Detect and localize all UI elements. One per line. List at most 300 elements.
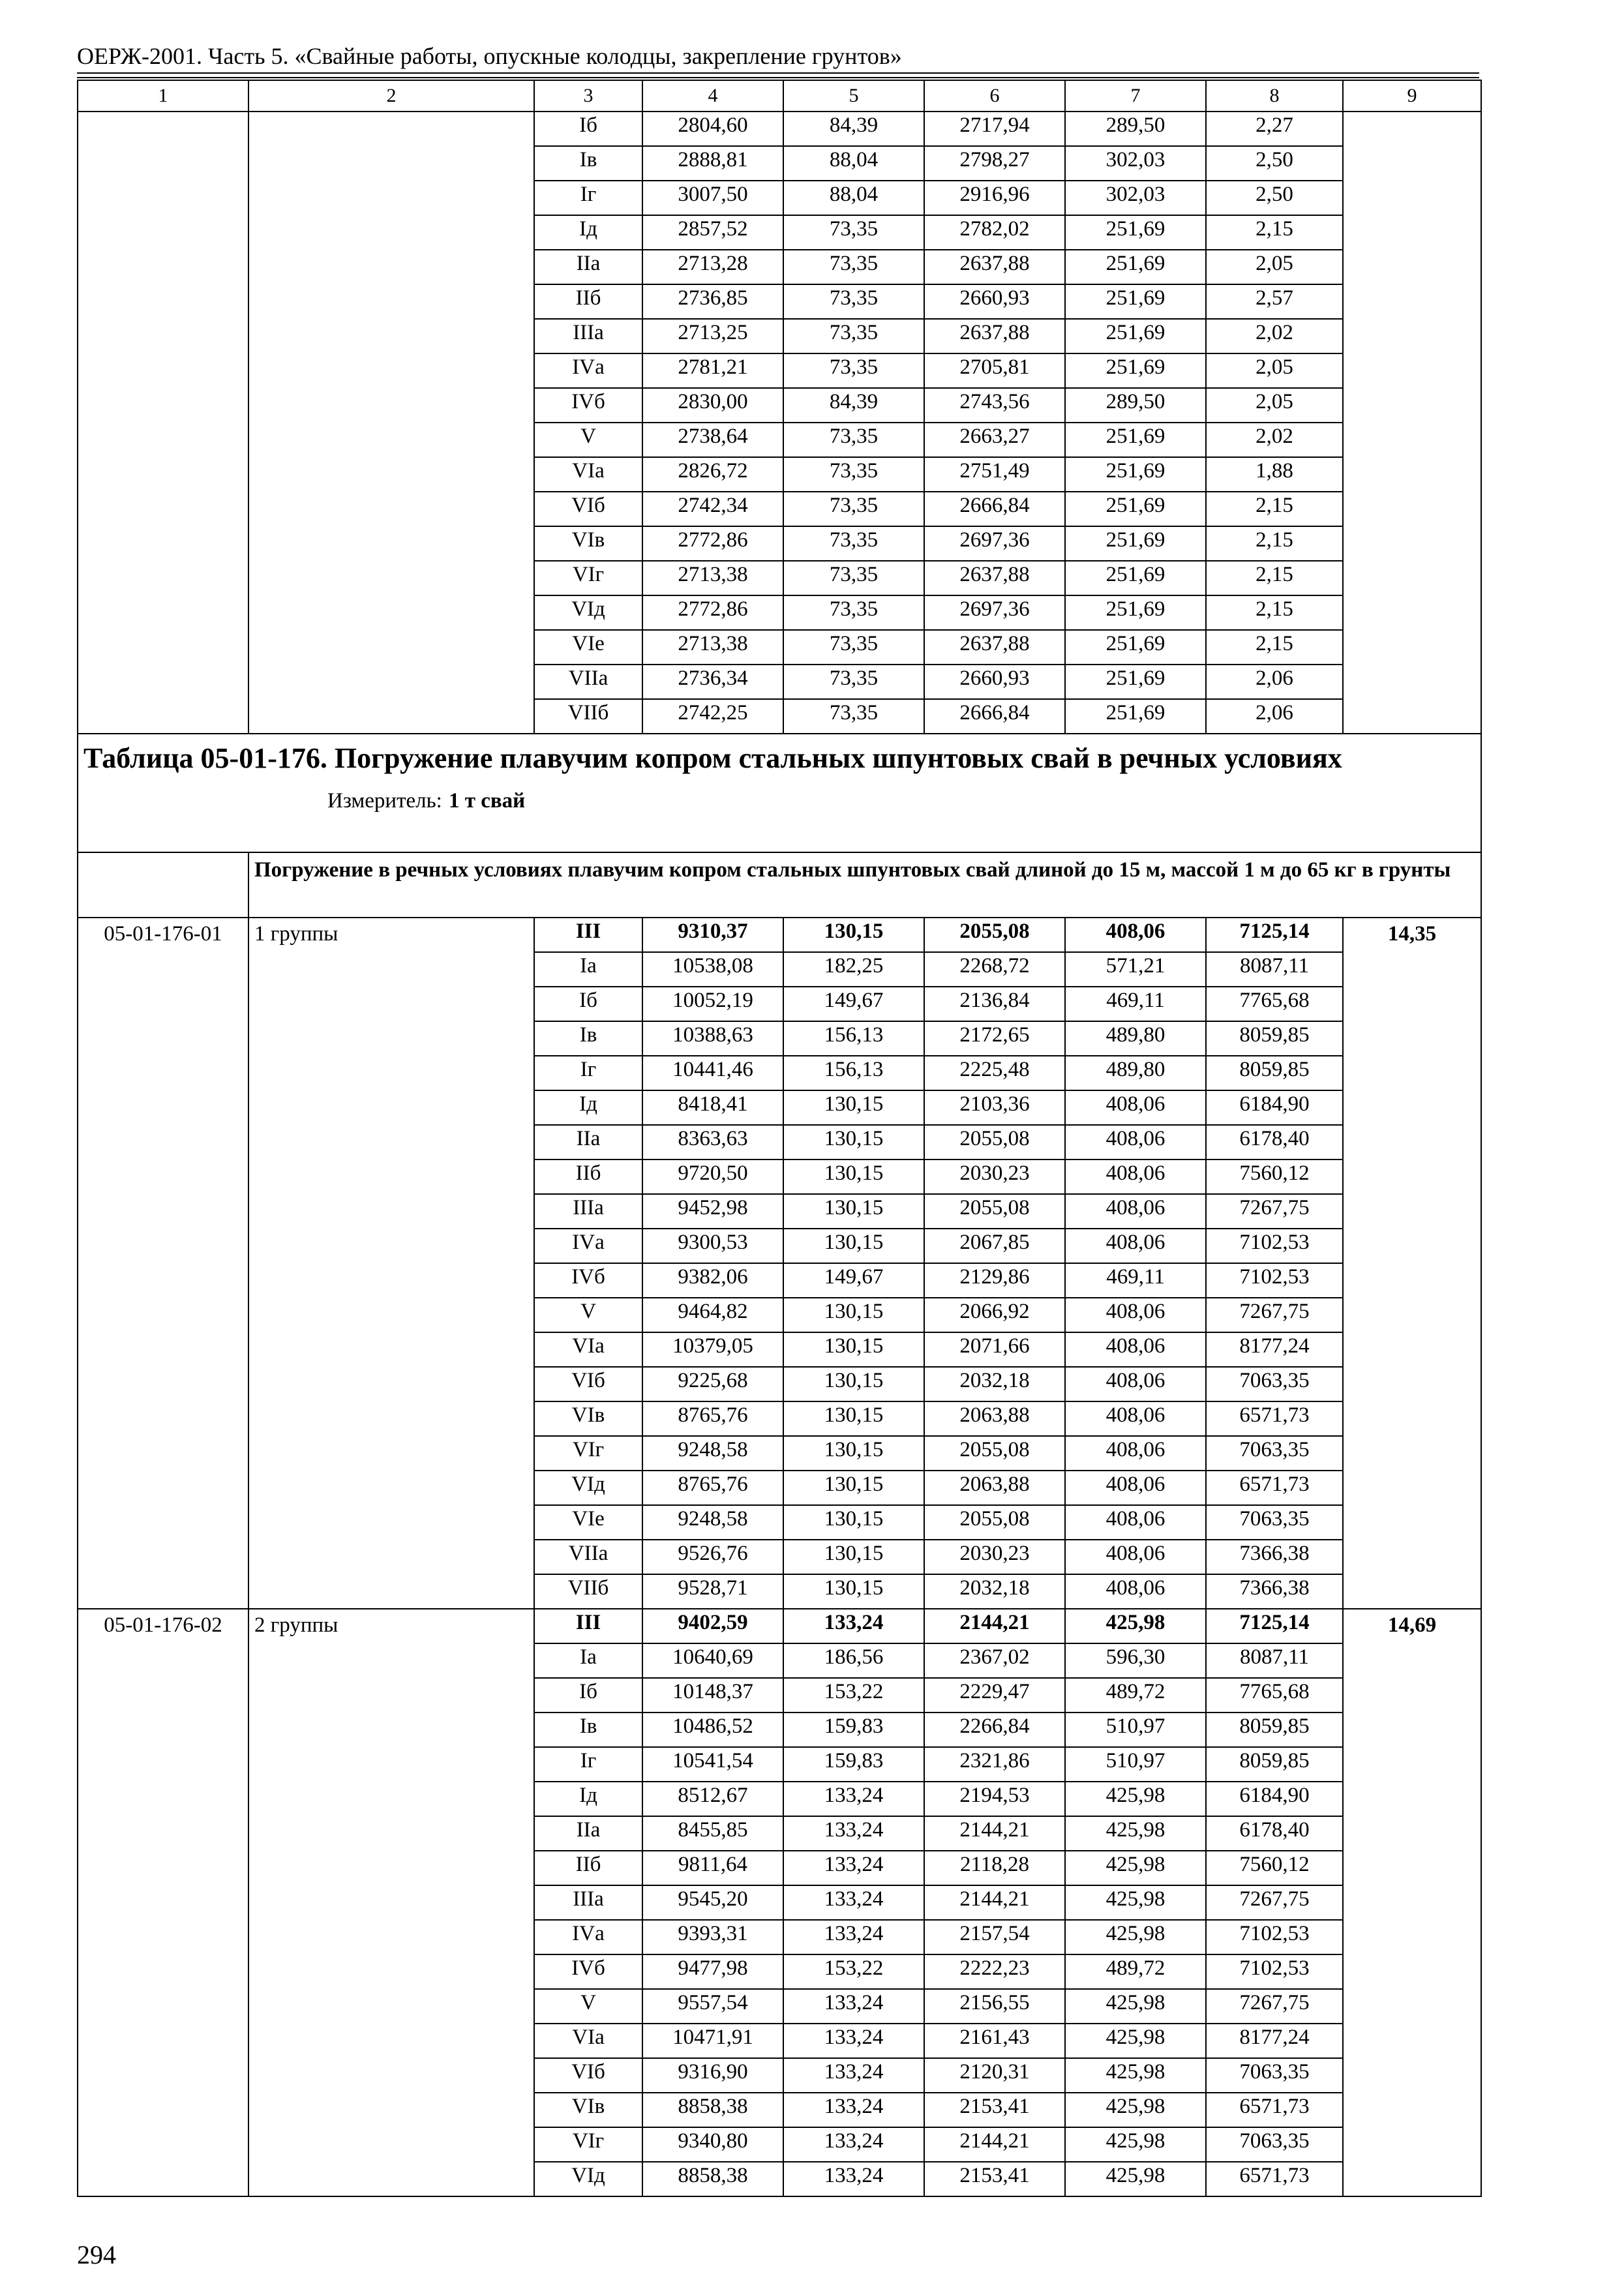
zone-cell: VIб — [534, 2058, 642, 2093]
materials-cost-cell: 7366,38 — [1206, 1574, 1343, 1609]
machine-cost-cell: 2697,36 — [924, 526, 1065, 561]
wages-cell: 130,15 — [783, 1194, 924, 1229]
driver-wages-cell: 425,98 — [1065, 1609, 1206, 1643]
driver-wages-cell: 408,06 — [1065, 1298, 1206, 1332]
materials-cost-cell: 6184,90 — [1206, 1782, 1343, 1816]
zone-cell: VIIб — [534, 1574, 642, 1609]
zone-cell: Iа — [534, 952, 642, 987]
materials-cost-cell: 7765,68 — [1206, 1678, 1343, 1713]
materials-cost-cell: 7560,12 — [1206, 1159, 1343, 1194]
zone-cell: VIа — [534, 2024, 642, 2058]
driver-wages-cell: 408,06 — [1065, 1540, 1206, 1574]
machine-cost-cell: 2637,88 — [924, 630, 1065, 665]
machine-cost-cell: 2032,18 — [924, 1367, 1065, 1401]
driver-wages-cell: 251,69 — [1065, 595, 1206, 630]
zone-cell: Iв — [534, 146, 642, 181]
materials-cost-cell: 2,15 — [1206, 595, 1343, 630]
driver-wages-cell: 469,11 — [1065, 1263, 1206, 1298]
direct-cost-cell: 10486,52 — [642, 1713, 783, 1747]
direct-cost-cell: 10471,91 — [642, 2024, 783, 2058]
column-number: 9 — [1343, 80, 1481, 112]
direct-cost-cell: 2830,00 — [642, 388, 783, 423]
materials-cost-cell: 2,02 — [1206, 319, 1343, 353]
wages-cell: 130,15 — [783, 1471, 924, 1505]
wages-cell: 88,04 — [783, 146, 924, 181]
code-cell — [78, 852, 248, 918]
driver-wages-cell: 408,06 — [1065, 1574, 1206, 1609]
wages-cell: 73,35 — [783, 319, 924, 353]
zone-cell: VIа — [534, 457, 642, 492]
materials-cost-cell: 7102,53 — [1206, 1920, 1343, 1954]
zone-cell: Iд — [534, 1782, 642, 1816]
materials-cost-cell: 7102,53 — [1206, 1229, 1343, 1263]
direct-cost-cell: 10640,69 — [642, 1643, 783, 1678]
driver-wages-cell: 425,98 — [1065, 2093, 1206, 2127]
machine-cost-cell: 2136,84 — [924, 987, 1065, 1021]
machine-cost-cell: 2743,56 — [924, 388, 1065, 423]
wages-cell: 133,24 — [783, 1851, 924, 1885]
zone-cell: VIIа — [534, 665, 642, 699]
direct-cost-cell: 10541,54 — [642, 1747, 783, 1782]
direct-cost-cell: 8858,38 — [642, 2162, 783, 2196]
machine-cost-cell: 2705,81 — [924, 353, 1065, 388]
direct-cost-cell: 9528,71 — [642, 1574, 783, 1609]
driver-wages-cell: 425,98 — [1065, 1782, 1206, 1816]
direct-cost-cell: 8363,63 — [642, 1125, 783, 1159]
zone-cell: Iб — [534, 1678, 642, 1713]
machine-cost-cell: 2172,65 — [924, 1021, 1065, 1056]
zone-cell: Iб — [534, 987, 642, 1021]
materials-cost-cell: 2,06 — [1206, 699, 1343, 734]
zone-cell: VIд — [534, 2162, 642, 2196]
zone-cell: IVб — [534, 388, 642, 423]
machine-cost-cell: 2916,96 — [924, 181, 1065, 215]
machine-cost-cell: 2666,84 — [924, 699, 1065, 734]
measure-value: 1 т свай — [449, 789, 526, 813]
materials-cost-cell: 2,05 — [1206, 353, 1343, 388]
materials-cost-cell: 2,15 — [1206, 630, 1343, 665]
zone-cell: VIв — [534, 526, 642, 561]
machine-cost-cell: 2161,43 — [924, 2024, 1065, 2058]
zone-cell: Iд — [534, 215, 642, 250]
wages-cell: 130,15 — [783, 918, 924, 952]
zone-cell: IVа — [534, 1920, 642, 1954]
direct-cost-cell: 2826,72 — [642, 457, 783, 492]
direct-cost-cell: 9477,98 — [642, 1954, 783, 1989]
materials-cost-cell: 2,50 — [1206, 181, 1343, 215]
machine-cost-cell: 2030,23 — [924, 1540, 1065, 1574]
wages-cell: 133,24 — [783, 2093, 924, 2127]
direct-cost-cell: 9452,98 — [642, 1194, 783, 1229]
direct-cost-cell: 2857,52 — [642, 215, 783, 250]
zone-cell: III — [534, 1609, 642, 1643]
column-number: 6 — [924, 80, 1065, 112]
wages-cell: 73,35 — [783, 457, 924, 492]
machine-cost-cell: 2055,08 — [924, 1505, 1065, 1540]
direct-cost-cell: 10148,37 — [642, 1678, 783, 1713]
driver-wages-cell: 408,06 — [1065, 1367, 1206, 1401]
column-number: 8 — [1206, 80, 1343, 112]
wages-cell: 156,13 — [783, 1021, 924, 1056]
wages-cell: 133,24 — [783, 1782, 924, 1816]
machine-cost-cell: 2030,23 — [924, 1159, 1065, 1194]
column-number: 4 — [642, 80, 783, 112]
rate-code: 05-01-176-02 — [78, 1609, 248, 2196]
materials-cost-cell: 6571,73 — [1206, 2162, 1343, 2196]
machine-cost-cell: 2067,85 — [924, 1229, 1065, 1263]
machine-cost-cell: 2055,08 — [924, 1194, 1065, 1229]
direct-cost-cell: 8765,76 — [642, 1471, 783, 1505]
machine-cost-cell: 2266,84 — [924, 1713, 1065, 1747]
driver-wages-cell: 408,06 — [1065, 1401, 1206, 1436]
zone-cell: Iа — [534, 1643, 642, 1678]
driver-wages-cell: 302,03 — [1065, 146, 1206, 181]
machine-cost-cell: 2663,27 — [924, 423, 1065, 457]
wages-cell: 84,39 — [783, 388, 924, 423]
driver-wages-cell: 425,98 — [1065, 1920, 1206, 1954]
driver-wages-cell: 251,69 — [1065, 630, 1206, 665]
zone-cell: V — [534, 1298, 642, 1332]
table-title: Таблица 05-01-176. Погружение плавучим копром стальных шпунтовых свай в речных условиях — [83, 742, 1342, 774]
materials-cost-cell: 7102,53 — [1206, 1263, 1343, 1298]
machine-cost-cell: 2225,48 — [924, 1056, 1065, 1090]
zone-cell: IIб — [534, 1159, 642, 1194]
materials-cost-cell: 6571,73 — [1206, 2093, 1343, 2127]
driver-wages-cell: 408,06 — [1065, 1194, 1206, 1229]
direct-cost-cell: 9545,20 — [642, 1885, 783, 1920]
direct-cost-cell: 9316,90 — [642, 2058, 783, 2093]
zone-cell: VIе — [534, 630, 642, 665]
driver-wages-cell: 408,06 — [1065, 1159, 1206, 1194]
direct-cost-cell: 9340,80 — [642, 2127, 783, 2162]
machine-cost-cell: 2144,21 — [924, 1816, 1065, 1851]
zone-cell: IVб — [534, 1263, 642, 1298]
direct-cost-cell: 9300,53 — [642, 1229, 783, 1263]
zone-cell: Iг — [534, 1056, 642, 1090]
direct-cost-cell: 9248,58 — [642, 1505, 783, 1540]
materials-cost-cell: 2,05 — [1206, 250, 1343, 284]
wages-cell: 73,35 — [783, 595, 924, 630]
materials-cost-cell: 8059,85 — [1206, 1021, 1343, 1056]
driver-wages-cell: 289,50 — [1065, 112, 1206, 146]
machine-cost-cell: 2066,92 — [924, 1298, 1065, 1332]
zone-cell: IVа — [534, 1229, 642, 1263]
wages-cell: 133,24 — [783, 1816, 924, 1851]
direct-cost-cell: 2738,64 — [642, 423, 783, 457]
driver-wages-cell: 408,06 — [1065, 1229, 1206, 1263]
materials-cost-cell: 2,15 — [1206, 492, 1343, 526]
direct-cost-cell: 9248,58 — [642, 1436, 783, 1471]
machine-cost-cell: 2660,93 — [924, 665, 1065, 699]
materials-cost-cell: 7267,75 — [1206, 1885, 1343, 1920]
materials-cost-cell: 1,88 — [1206, 457, 1343, 492]
zone-cell: IIIа — [534, 1885, 642, 1920]
direct-cost-cell: 9720,50 — [642, 1159, 783, 1194]
direct-cost-cell: 9382,06 — [642, 1263, 783, 1298]
zone-cell: VIд — [534, 1471, 642, 1505]
driver-wages-cell: 489,72 — [1065, 1954, 1206, 1989]
wages-cell: 73,35 — [783, 353, 924, 388]
machine-cost-cell: 2063,88 — [924, 1471, 1065, 1505]
zone-cell: VIе — [534, 1505, 642, 1540]
driver-wages-cell: 489,80 — [1065, 1021, 1206, 1056]
labor-cost: 14,35 — [1343, 918, 1481, 1609]
zone-cell: IIа — [534, 1125, 642, 1159]
zone-cell: IIб — [534, 1851, 642, 1885]
column-number: 1 — [78, 80, 248, 112]
wages-cell: 156,13 — [783, 1056, 924, 1090]
driver-wages-cell: 251,69 — [1065, 353, 1206, 388]
machine-cost-cell: 2055,08 — [924, 1436, 1065, 1471]
materials-cost-cell: 8087,11 — [1206, 1643, 1343, 1678]
wages-cell: 153,22 — [783, 1954, 924, 1989]
machine-cost-cell: 2156,55 — [924, 1989, 1065, 2024]
machine-cost-cell: 2153,41 — [924, 2093, 1065, 2127]
direct-cost-cell: 2736,34 — [642, 665, 783, 699]
header-rule — [77, 77, 1479, 78]
labor-cost: 14,69 — [1343, 1609, 1481, 2196]
machine-cost-cell: 2194,53 — [924, 1782, 1065, 1816]
direct-cost-cell: 9225,68 — [642, 1367, 783, 1401]
page-number: 294 — [77, 2240, 116, 2269]
materials-cost-cell: 2,05 — [1206, 388, 1343, 423]
wages-cell: 133,24 — [783, 2127, 924, 2162]
zone-cell: IVа — [534, 353, 642, 388]
rate-name: 2 группы — [248, 1609, 534, 2196]
machine-cost-cell: 2367,02 — [924, 1643, 1065, 1678]
zone-cell: VIд — [534, 595, 642, 630]
driver-wages-cell: 408,06 — [1065, 1436, 1206, 1471]
machine-cost-cell: 2144,21 — [924, 2127, 1065, 2162]
column-number-row — [78, 80, 1481, 112]
materials-cost-cell: 7267,75 — [1206, 1194, 1343, 1229]
direct-cost-cell: 9526,76 — [642, 1540, 783, 1574]
machine-cost-cell: 2222,23 — [924, 1954, 1065, 1989]
direct-cost-cell: 10379,05 — [642, 1332, 783, 1367]
wages-cell: 133,24 — [783, 1609, 924, 1643]
direct-cost-cell: 10388,63 — [642, 1021, 783, 1056]
wages-cell: 186,56 — [783, 1643, 924, 1678]
direct-cost-cell: 10441,46 — [642, 1056, 783, 1090]
machine-cost-cell: 2321,86 — [924, 1747, 1065, 1782]
page-header-title: ОЕРЖ-2001. Часть 5. «Свайные работы, опускные колодцы, закрепление грунтов» — [77, 43, 902, 69]
wages-cell: 159,83 — [783, 1747, 924, 1782]
header-rule — [77, 72, 1479, 74]
wages-cell: 73,35 — [783, 215, 924, 250]
materials-cost-cell: 2,15 — [1206, 561, 1343, 595]
direct-cost-cell: 8512,67 — [642, 1782, 783, 1816]
driver-wages-cell: 469,11 — [1065, 987, 1206, 1021]
driver-wages-cell: 408,06 — [1065, 1332, 1206, 1367]
wages-cell: 133,24 — [783, 1920, 924, 1954]
wages-cell: 73,35 — [783, 492, 924, 526]
zone-cell: Iг — [534, 1747, 642, 1782]
wages-cell: 73,35 — [783, 423, 924, 457]
wages-cell: 149,67 — [783, 987, 924, 1021]
driver-wages-cell: 408,06 — [1065, 1471, 1206, 1505]
driver-wages-cell: 251,69 — [1065, 561, 1206, 595]
wages-cell: 130,15 — [783, 1401, 924, 1436]
materials-cost-cell: 7063,35 — [1206, 1505, 1343, 1540]
materials-cost-cell: 2,15 — [1206, 526, 1343, 561]
wages-cell: 133,24 — [783, 2024, 924, 2058]
wages-cell: 73,35 — [783, 699, 924, 734]
direct-cost-cell: 2742,34 — [642, 492, 783, 526]
direct-cost-cell: 2772,86 — [642, 595, 783, 630]
wages-cell: 159,83 — [783, 1713, 924, 1747]
direct-cost-cell: 2772,86 — [642, 526, 783, 561]
materials-cost-cell: 6571,73 — [1206, 1471, 1343, 1505]
description: Погружение в речных условиях плавучим копром стальных шпунтовых свай длиной до 15 м, массой 1 м до 65 кг в грунты — [248, 852, 1481, 918]
zone-cell: III — [534, 918, 642, 952]
direct-cost-cell: 3007,50 — [642, 181, 783, 215]
materials-cost-cell: 7063,35 — [1206, 1436, 1343, 1471]
materials-cost-cell: 7267,75 — [1206, 1989, 1343, 2024]
driver-wages-cell: 425,98 — [1065, 1816, 1206, 1851]
column-number: 7 — [1065, 80, 1206, 112]
direct-cost-cell: 2713,38 — [642, 630, 783, 665]
driver-wages-cell: 425,98 — [1065, 1989, 1206, 2024]
driver-wages-cell: 425,98 — [1065, 1885, 1206, 1920]
table-title-row — [78, 734, 1481, 852]
materials-cost-cell: 2,06 — [1206, 665, 1343, 699]
direct-cost-cell: 8455,85 — [642, 1816, 783, 1851]
materials-cost-cell: 6184,90 — [1206, 1090, 1343, 1125]
zone-cell: VIв — [534, 1401, 642, 1436]
materials-cost-cell: 7063,35 — [1206, 2127, 1343, 2162]
zone-cell: VIв — [534, 2093, 642, 2127]
direct-cost-cell: 8858,38 — [642, 2093, 783, 2127]
wages-cell: 149,67 — [783, 1263, 924, 1298]
direct-cost-cell: 9393,31 — [642, 1920, 783, 1954]
driver-wages-cell: 425,98 — [1065, 1851, 1206, 1885]
wages-cell: 73,35 — [783, 526, 924, 561]
zone-cell: Iб — [534, 112, 642, 146]
materials-cost-cell: 7560,12 — [1206, 1851, 1343, 1885]
wages-cell: 73,35 — [783, 665, 924, 699]
driver-wages-cell: 489,80 — [1065, 1056, 1206, 1090]
direct-cost-cell: 2742,25 — [642, 699, 783, 734]
machine-cost-cell: 2118,28 — [924, 1851, 1065, 1885]
driver-wages-cell: 596,30 — [1065, 1643, 1206, 1678]
column-number: 5 — [783, 80, 924, 112]
description-row — [78, 852, 1481, 918]
zone-cell: V — [534, 1989, 642, 2024]
driver-wages-cell: 302,03 — [1065, 181, 1206, 215]
wages-cell: 73,35 — [783, 630, 924, 665]
driver-wages-cell: 251,69 — [1065, 423, 1206, 457]
zone-cell: VIа — [534, 1332, 642, 1367]
machine-cost-cell: 2129,86 — [924, 1263, 1065, 1298]
driver-wages-cell: 425,98 — [1065, 2162, 1206, 2196]
materials-cost-cell: 6571,73 — [1206, 1401, 1343, 1436]
machine-cost-cell: 2637,88 — [924, 561, 1065, 595]
zone-cell: V — [534, 423, 642, 457]
machine-cost-cell: 2055,08 — [924, 918, 1065, 952]
wages-cell: 88,04 — [783, 181, 924, 215]
wages-cell: 133,24 — [783, 2162, 924, 2196]
driver-wages-cell: 251,69 — [1065, 526, 1206, 561]
machine-cost-cell: 2782,02 — [924, 215, 1065, 250]
materials-cost-cell: 2,15 — [1206, 215, 1343, 250]
direct-cost-cell: 2713,28 — [642, 250, 783, 284]
wages-cell: 130,15 — [783, 1436, 924, 1471]
direct-cost-cell: 2713,25 — [642, 319, 783, 353]
zone-cell: Iв — [534, 1713, 642, 1747]
driver-wages-cell: 251,69 — [1065, 215, 1206, 250]
table-row — [78, 112, 1481, 146]
materials-cost-cell: 2,27 — [1206, 112, 1343, 146]
driver-wages-cell: 251,69 — [1065, 319, 1206, 353]
materials-cost-cell: 7765,68 — [1206, 987, 1343, 1021]
wages-cell: 130,15 — [783, 1298, 924, 1332]
rate-code: 05-01-176-01 — [78, 918, 248, 1609]
direct-cost-cell: 2736,85 — [642, 284, 783, 319]
wages-cell: 130,15 — [783, 1540, 924, 1574]
materials-cost-cell: 7125,14 — [1206, 918, 1343, 952]
machine-cost-cell: 2229,47 — [924, 1678, 1065, 1713]
wages-cell: 182,25 — [783, 952, 924, 987]
zone-cell: VIб — [534, 1367, 642, 1401]
driver-wages-cell: 289,50 — [1065, 388, 1206, 423]
materials-cost-cell: 8087,11 — [1206, 952, 1343, 987]
machine-cost-cell: 2153,41 — [924, 2162, 1065, 2196]
rates-table — [77, 80, 1482, 2197]
materials-cost-cell: 7063,35 — [1206, 2058, 1343, 2093]
machine-cost-cell: 2144,21 — [924, 1609, 1065, 1643]
machine-cost-cell: 2120,31 — [924, 2058, 1065, 2093]
materials-cost-cell: 8059,85 — [1206, 1747, 1343, 1782]
materials-cost-cell: 7125,14 — [1206, 1609, 1343, 1643]
wages-cell: 73,35 — [783, 284, 924, 319]
code-cell — [78, 112, 248, 734]
wages-cell: 133,24 — [783, 1885, 924, 1920]
driver-wages-cell: 251,69 — [1065, 492, 1206, 526]
machine-cost-cell: 2268,72 — [924, 952, 1065, 987]
driver-wages-cell: 425,98 — [1065, 2024, 1206, 2058]
driver-wages-cell: 251,69 — [1065, 457, 1206, 492]
driver-wages-cell: 408,06 — [1065, 1505, 1206, 1540]
materials-cost-cell: 2,50 — [1206, 146, 1343, 181]
wages-cell: 130,15 — [783, 1090, 924, 1125]
machine-cost-cell: 2666,84 — [924, 492, 1065, 526]
machine-cost-cell: 2032,18 — [924, 1574, 1065, 1609]
direct-cost-cell: 9811,64 — [642, 1851, 783, 1885]
direct-cost-cell: 10052,19 — [642, 987, 783, 1021]
machine-cost-cell: 2055,08 — [924, 1125, 1065, 1159]
wages-cell: 130,15 — [783, 1229, 924, 1263]
zone-cell: VIIб — [534, 699, 642, 734]
zone-cell: IIа — [534, 1816, 642, 1851]
measure-label: Измеритель: — [327, 789, 442, 813]
zone-cell: IVб — [534, 1954, 642, 1989]
driver-wages-cell: 408,06 — [1065, 918, 1206, 952]
zone-cell: VIг — [534, 2127, 642, 2162]
direct-cost-cell: 10538,08 — [642, 952, 783, 987]
direct-cost-cell: 8765,76 — [642, 1401, 783, 1436]
materials-cost-cell: 7063,35 — [1206, 1367, 1343, 1401]
direct-cost-cell: 9464,82 — [642, 1298, 783, 1332]
machine-cost-cell: 2637,88 — [924, 250, 1065, 284]
labor-cell — [1343, 112, 1481, 734]
wages-cell: 130,15 — [783, 1125, 924, 1159]
wages-cell: 153,22 — [783, 1678, 924, 1713]
materials-cost-cell: 2,57 — [1206, 284, 1343, 319]
driver-wages-cell: 251,69 — [1065, 284, 1206, 319]
rate-name: 1 группы — [248, 918, 534, 1609]
driver-wages-cell: 510,97 — [1065, 1747, 1206, 1782]
machine-cost-cell: 2103,36 — [924, 1090, 1065, 1125]
